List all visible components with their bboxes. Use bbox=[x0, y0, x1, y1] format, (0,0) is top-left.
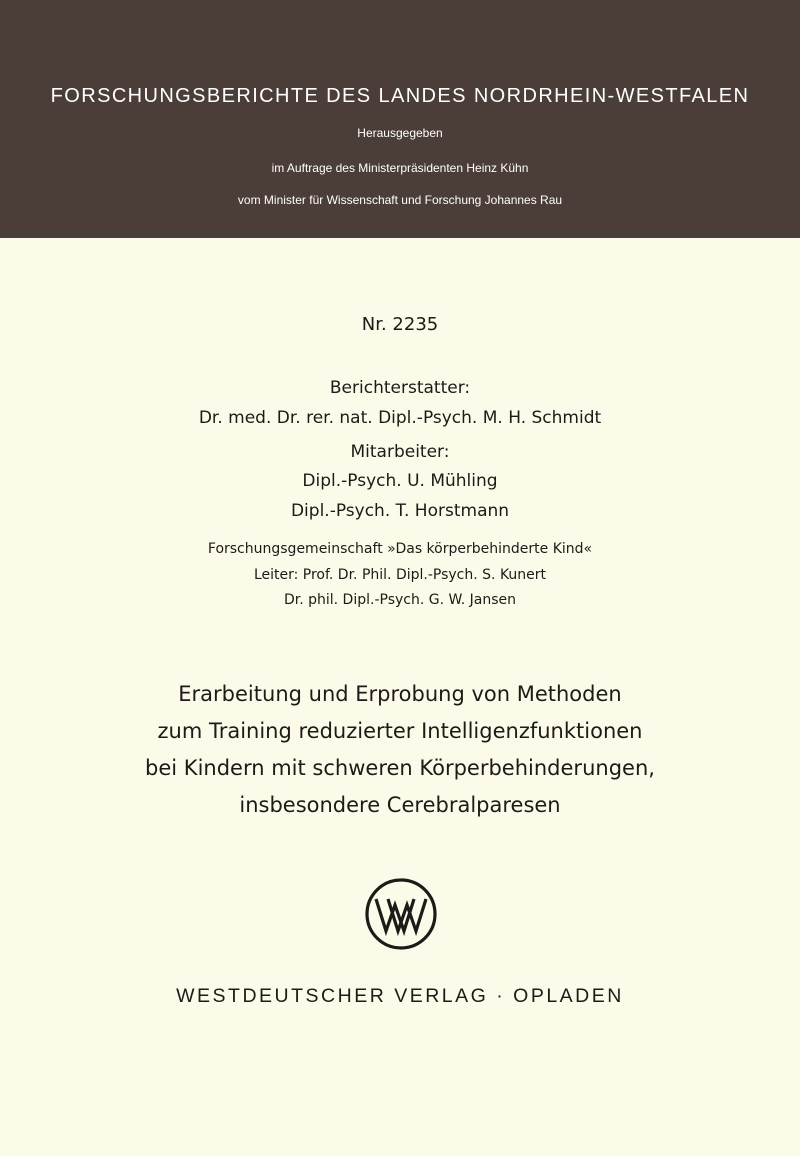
collaborator-2: Dipl.-Psych. T. Horstmann bbox=[290, 501, 510, 521]
research-group-leader: Leiter: Prof. Dr. Phil. Dipl.-Psych. S. Kunert bbox=[253, 567, 547, 583]
series-title: FORSCHUNGSBERICHTE DES LANDES NORDRHEIN-WESTFALEN bbox=[50, 85, 750, 107]
publisher-name: WESTDEUTSCHER VERLAG · OPLADEN bbox=[176, 985, 624, 1007]
reporter-label: Berichterstatter: bbox=[329, 378, 471, 398]
collaborators-label: Mitarbeiter: bbox=[350, 442, 450, 462]
collaborator-1: Dipl.-Psych. U. Mühling bbox=[302, 471, 498, 491]
title-line-3: bei Kindern mit schweren Körperbehinderungen, bbox=[145, 756, 655, 780]
series-header bbox=[0, 0, 800, 238]
publisher-logo-icon bbox=[364, 877, 438, 951]
research-group-coleader: Dr. phil. Dipl.-Psych. G. W. Jansen bbox=[283, 592, 517, 608]
report-number: Nr. 2235 bbox=[361, 314, 439, 335]
title-line-4: insbesondere Cerebralparesen bbox=[239, 793, 561, 817]
editor-line-2: im Auftrage des Ministerpräsidenten Heinz Kühn bbox=[271, 161, 529, 175]
title-line-1: Erarbeitung und Erprobung von Methoden bbox=[178, 682, 622, 706]
reporter-name: Dr. med. Dr. rer. nat. Dipl.-Psych. M. H. Schmidt bbox=[198, 408, 602, 428]
research-group-name: Forschungsgemeinschaft »Das körperbehinderte Kind« bbox=[207, 541, 593, 557]
title-line-2: zum Training reduzierter Intelligenzfunktionen bbox=[157, 719, 643, 743]
editor-line-3: vom Minister für Wissenschaft und Forschung Johannes Rau bbox=[237, 193, 563, 207]
editor-line-1: Herausgegeben bbox=[357, 126, 443, 140]
